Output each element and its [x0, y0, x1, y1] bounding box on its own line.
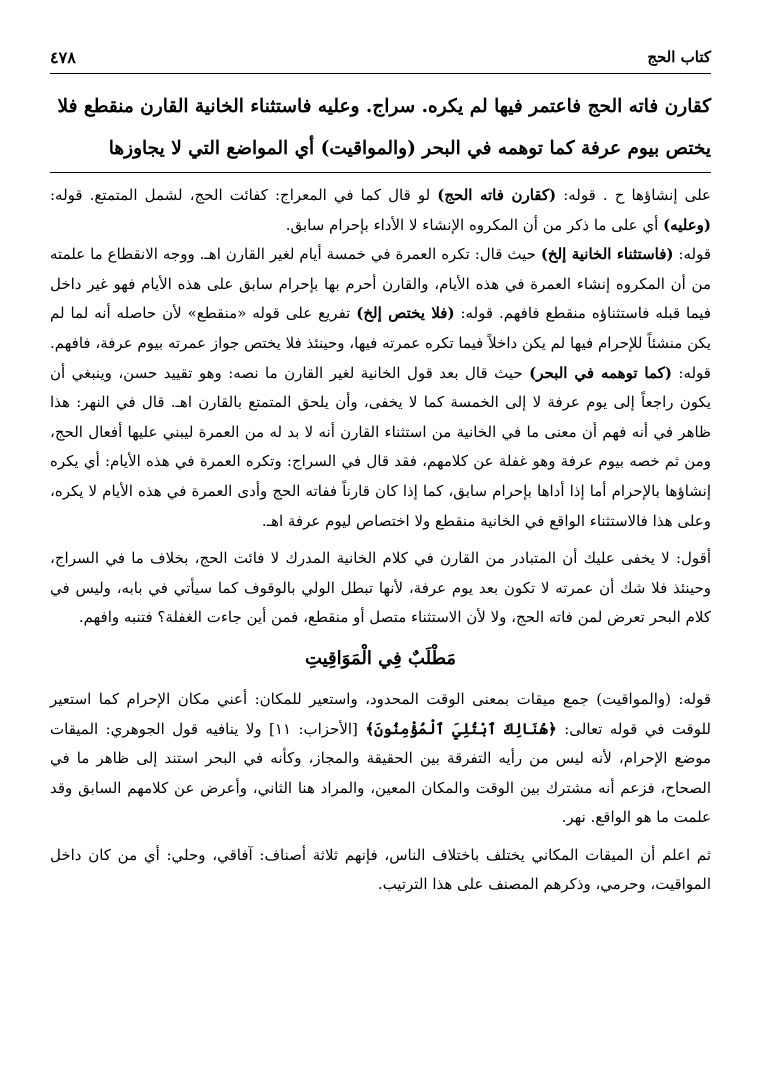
- commentary-paragraph: أقول: لا يخفى عليك أن المتبادر من القارن في كلام الخانية المدرك لا فائت الحج، بخلاف ما في السراج، وحينئذ فلا شك أن عمرته لا تكون بعد يوم عرفة، لأنها تبطل الولي بالوقوف كما سيأتي في بابه، وليس في كلام البحر تعرض لمن فاته الحج، ولا لأن الاستثناء متصل أو منقطع، فمن أين جاءت الغفلة؟ فتنبه وافهم.: [50, 549, 711, 627]
- main-text: [50, 86, 711, 170]
- text-run: [الأحزاب: ١١] ولا ينافيه قول الجوهري: الميقات موضع الإحرام، لأنه ليس من رأيه التفرقة بين الحقيقة والمجاز، وكأنه في البحر استند إلى ظاهر ما في الصحاح، فزعم أنه مشترك بين الوقت والمكان المعين، والمراد هنا الثاني، وأعرض عن كلامهم السابق وقد علمت ما هو الواقع. نهر.: [50, 719, 711, 827]
- page-number: ٤٧٨: [50, 48, 76, 67]
- quoted-phrase: (كما توهمه في البحر): [529, 363, 672, 382]
- main-text-line: يختص بيوم عرفة كما توهمه في البحر (والمواقيت) أي المواضع التي لا يجاوزها: [108, 138, 711, 159]
- commentary-paragraph: ثم اعلم أن الميقات المكاني يختلف باختلاف الناس، فإنهم ثلاثة أصناف: آفاقي، وحلي: أي من كان داخل المواقيت، وحرمي، وذكرهم المصنف على هذا الترتيب.: [50, 845, 711, 894]
- main-text-line: كقارن فاته الحج فاعتمر فيها لم يكره. سراج. وعليه فاستثناء الخانية القارن منقطع فلا: [57, 96, 711, 117]
- text-run: قوله:: [673, 245, 712, 264]
- text-run: أي على ما ذكر من أن المكروه الإنشاء لا الأداء بإحرام سابق.: [285, 215, 664, 234]
- quoted-phrase: (وعليه): [663, 215, 711, 234]
- commentary-paragraph: [50, 685, 711, 833]
- text-run: تفريع على قوله «منقطع» لأن حاصله أنه لما لم يكن منشئاً للإحرام فيها لم يكن داخلاً فيما تكره عمرته فيها، وحينئذ فلا يختص جواز عمرته بيوم عرفة، فافهم. قوله:: [50, 304, 711, 382]
- section-heading: مَطْلَبٌ فِي الْمَوَاقِيتِ: [304, 647, 457, 669]
- text-run: حيث قال بعد قول الخانية لغير القارن ما نصه: وهو تقييد حسن، وينبغي أن يكون راجعاً إلى يوم عرفة لا إلى الخمسة كما لا يخفى، وأن يلحق المتمتع بالقارن اهـ. قال في النهر: هذا ظاهر في أنه فهم أن معنى ما في الخانية من استثناء القارن أنه لا بد له من العمرة ليبني عليها أفعال الحج، ومن ثم خصه بيوم عرفة وهو غفلة عن كلامهم، فقد قال في السراج: وتكره العمرة في هذه الأيام: أي يكره إنشاؤها بالإحرام أما إذا أداها بإحرام سابق، كما إذا كان قارناً ففاته الحج وأدى العمرة في هذه الأيام لا يكره، وعلى هذا فالاستثناء الواقع في الخانية منقطع ولا اختصاص ليوم عرفة اهـ.: [50, 363, 711, 530]
- main-text-divider: [50, 172, 711, 173]
- text-run: قوله: (والمواقيت) جمع ميقات بمعنى الوقت المحدود، واستعير للمكان: أعني مكان الإحرام كما استعير للوقت في قوله تعالى:: [50, 689, 711, 738]
- commentary-paragraph: [50, 181, 711, 240]
- text-run: حيث قال: تكره العمرة في خمسة أيام لغير القارن اهـ. ووجه الانقطاع ما علمته من أن المكروه إنشاء العمرة في هذه الأيام، والقارن أحرم بها بإحرام سابق على هذه الأيام فهو غير داخل فيما قبله فاستثناؤه منقطع فافهم. قوله:: [50, 245, 711, 323]
- text-run: لو قال كما في المعراج: كفائت الحج، لشمل المتمتع. قوله:: [50, 186, 438, 204]
- quoted-phrase: (فاستثناء الخانية إلخ): [540, 245, 674, 264]
- quran-quote: ﴿هُنَالِكَ ٱبْتُلِيَ ٱلْمُؤْمِنُونَ﴾: [365, 719, 557, 738]
- header-divider: [50, 73, 711, 74]
- text-run: على إنشاؤها ح . قوله:: [556, 186, 711, 204]
- commentary: [50, 181, 711, 900]
- running-title: كتاب الحج: [647, 48, 711, 66]
- page-header: [50, 46, 711, 72]
- commentary-paragraph: [50, 240, 711, 536]
- quoted-phrase: (كقارن فاته الحج): [437, 186, 557, 204]
- quoted-phrase: (فلا يختص إلخ): [356, 304, 455, 323]
